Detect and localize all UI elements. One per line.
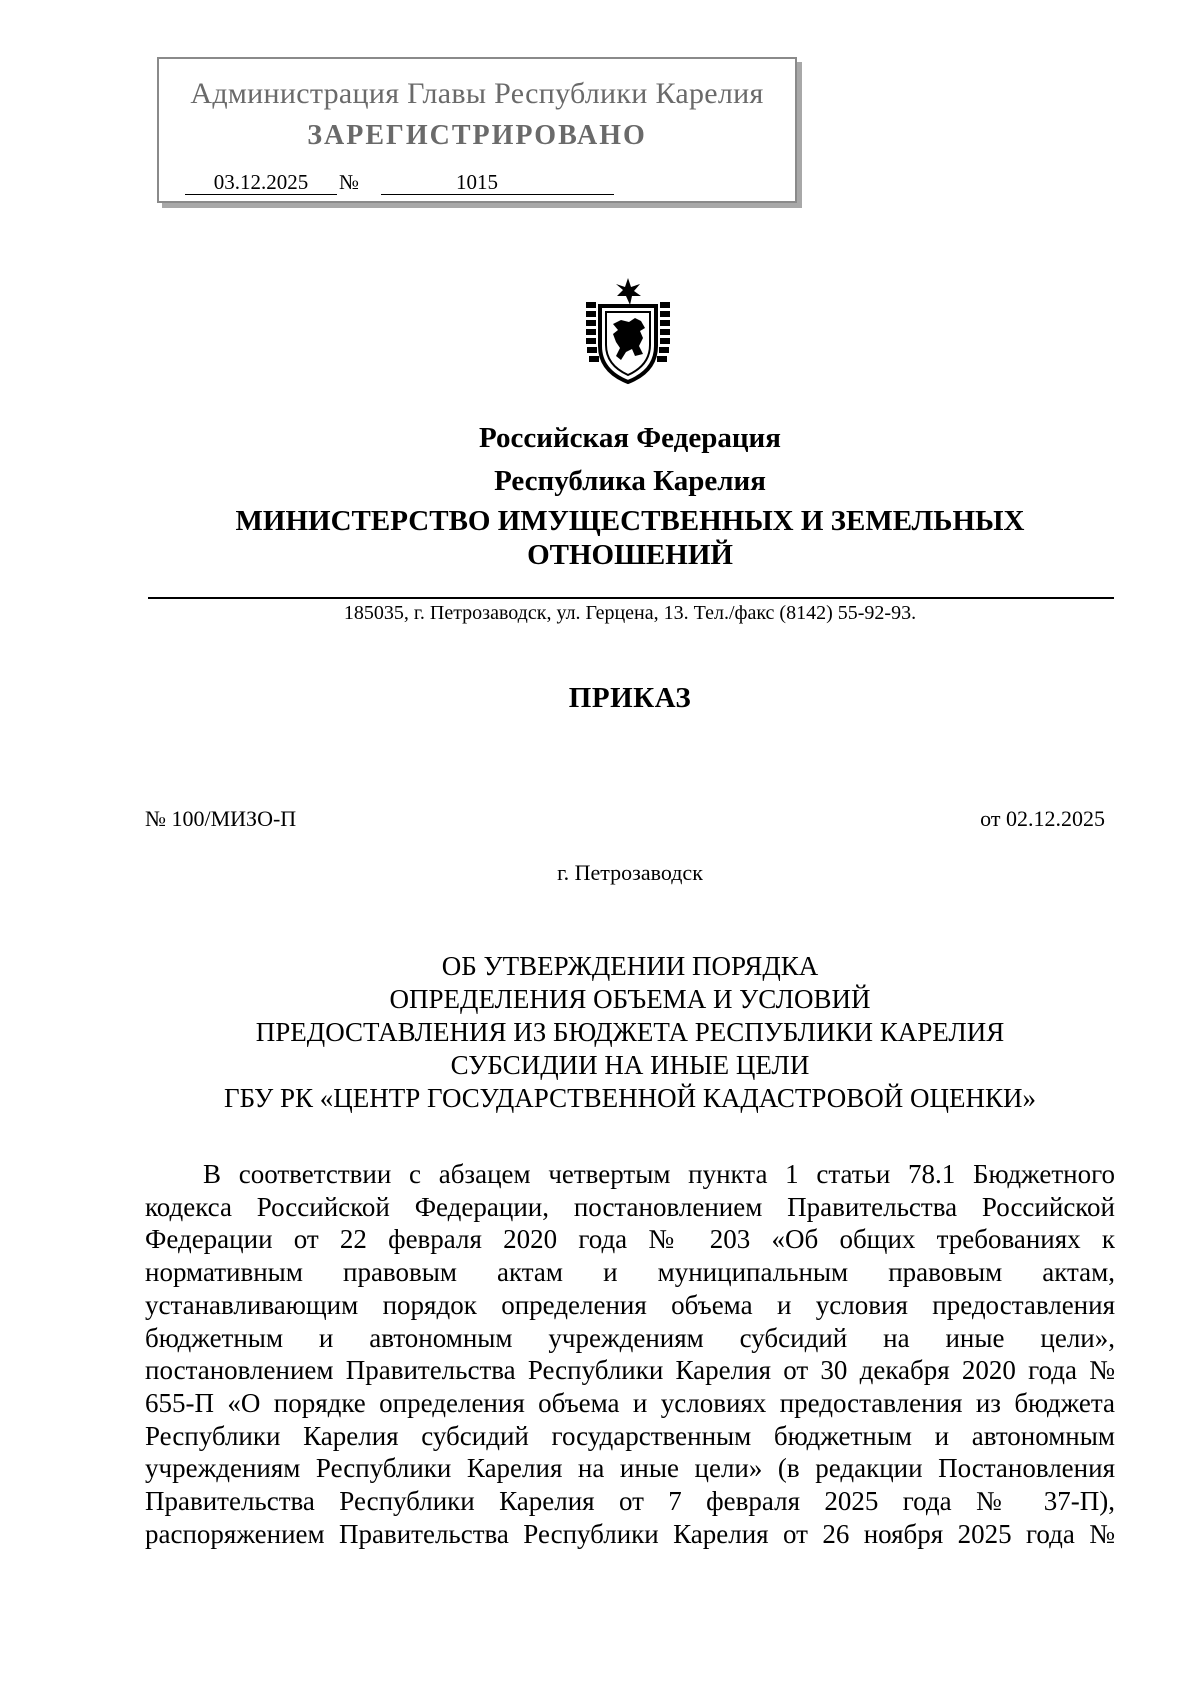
registration-stamp (157, 57, 797, 203)
order-number: № 100/МИЗО-П (145, 806, 297, 831)
subject-line: СУБСИДИИ НА ИНЫЕ ЦЕЛИ (450, 1050, 810, 1080)
header-ministry-line2: ОТНОШЕНИЙ (527, 539, 733, 571)
body-line: устанавливающим порядок определения объема и условия предоставления (145, 1289, 1115, 1320)
subject-line: ГБУ РК «ЦЕНТР ГОСУДАРСТВЕННОЙ КАДАСТРОВОЙ ОЦЕНКИ» (223, 1083, 1037, 1113)
stamp-status: ЗАРЕГИСТРИРОВАНО (307, 120, 647, 151)
header-republic: Республика Карелия (494, 465, 766, 497)
subject-line: ПРЕДОСТАВЛЕНИЯ ИЗ БЮДЖЕТА РЕСПУБЛИКИ КАРЕЛИЯ (255, 1017, 1005, 1047)
stamp-number: 1015 (381, 170, 614, 195)
karelia-coat-of-arms-icon (583, 276, 673, 386)
body-line: учреждениям Республики Карелия на иные цели» (в редакции Постановления (145, 1453, 1115, 1484)
body-line: 655-П «О порядке определения объема и условиях предоставления из бюджета (145, 1387, 1115, 1418)
body-paragraph (145, 1158, 1115, 1550)
header-country: Российская Федерация (479, 422, 781, 454)
stamp-date: 03.12.2025 (185, 170, 337, 195)
body-line: Республики Карелия субсидий государственным бюджетным и автономным (145, 1420, 1115, 1451)
order-title: ПРИКАЗ (568, 682, 692, 714)
body-line: распоряжением Правительства Республики Карелия от 26 ноября 2025 года № (145, 1518, 1115, 1549)
order-subject (0, 950, 1200, 1115)
subject-line: ОПРЕДЕЛЕНИЯ ОБЪЕМА И УСЛОВИЙ (389, 984, 871, 1014)
order-date: от 02.12.2025 (980, 806, 1105, 831)
ministry-address: 185035, г. Петрозаводск, ул. Герцена, 13. Тел./факс (8142) 55-92-93. (343, 602, 917, 624)
body-line: Правительства Республики Карелия от 7 февраля 2025 года № 37-П), (145, 1486, 1115, 1517)
body-line: бюджетным и автономным учреждениям субсидий на иные цели», (145, 1322, 1115, 1353)
stamp-organization: Администрация Главы Республики Карелия (190, 77, 764, 110)
subject-line: ОБ УТВЕРЖДЕНИИ ПОРЯДКА (441, 951, 819, 981)
body-line: Федерации от 22 февраля 2020 года № 203 «Об общих требованиях к (145, 1224, 1115, 1255)
body-line: В соответствии с абзацем четвертым пункта 1 статьи 78.1 Бюджетного (203, 1159, 1115, 1189)
order-city: г. Петрозаводск (557, 860, 703, 885)
body-line: кодекса Российской Федерации, постановлением Правительства Российской (145, 1191, 1115, 1222)
stamp-number-sign: № (339, 170, 360, 194)
body-line: постановлением Правительства Республики Карелия от 30 декабря 2020 года № (145, 1355, 1115, 1386)
body-line: нормативным правовым актам и муниципальным правовым актам, (145, 1257, 1115, 1288)
header-divider (148, 597, 1114, 599)
header-ministry-line1: МИНИСТЕРСТВО ИМУЩЕСТВЕННЫХ И ЗЕМЕЛЬНЫХ (235, 505, 1025, 537)
